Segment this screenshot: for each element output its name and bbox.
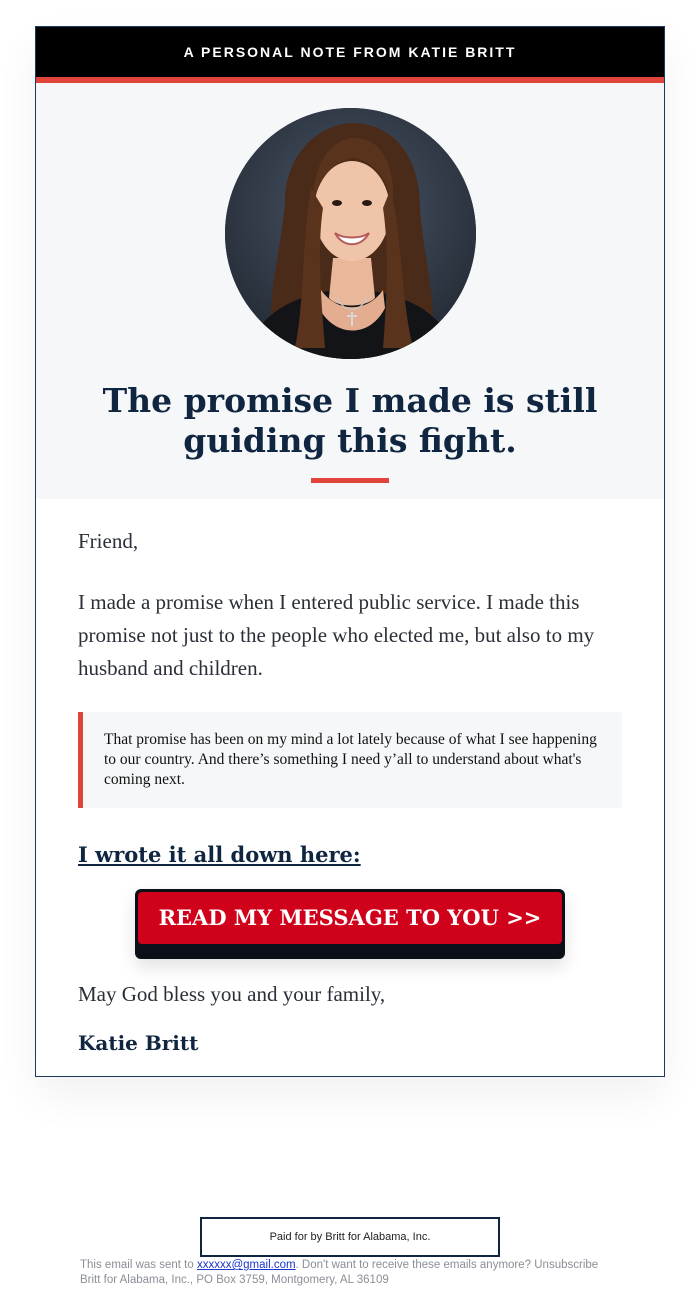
read-message-button[interactable]: [135, 889, 565, 959]
recipient-email-link[interactable]: xxxxxx@gmail.com: [196, 1259, 296, 1271]
footer-text: [80, 1258, 640, 1288]
signature: Katie Britt: [78, 1031, 199, 1055]
hero-section: [36, 83, 664, 499]
message-body: [36, 529, 664, 1055]
sent-to-prefix: This email was sent to: [80, 1259, 197, 1271]
headline-line-2: guiding this fight.: [183, 421, 517, 460]
portrait-photo-icon: [225, 108, 476, 359]
headline-line-1: The promise I made is still: [102, 381, 598, 420]
unsubscribe-text[interactable]: . Don't want to receive these emails anymore? Unsubscribe: [295, 1259, 599, 1271]
header-banner: A PERSONAL NOTE FROM KATIE BRITT: [36, 27, 664, 83]
accent-divider: [311, 478, 389, 483]
greeting-text: Friend,: [78, 529, 139, 553]
read-more-link[interactable]: I wrote it all down here:: [78, 842, 361, 867]
paid-for-disclaimer: Paid for by Britt for Alabama, Inc.: [200, 1217, 500, 1257]
email-card: [35, 26, 665, 1077]
pull-quote: That promise has been on my mind a lot lately because of what I see happening to our country. And there’s something I need y’all to understand about what's coming next.: [78, 712, 622, 808]
mailing-address: Britt for Alabama, Inc., PO Box 3759, Montgomery, AL 36109: [80, 1274, 389, 1286]
cta-container: [78, 889, 622, 964]
cta-label: READ MY MESSAGE TO YOU >>: [138, 892, 562, 944]
intro-paragraph: I made a promise when I entered public service. I made this promise not just to the people who elected me, but also to my husband and children.: [78, 590, 595, 680]
page-title: [76, 381, 624, 461]
closing-text: May God bless you and your family,: [78, 982, 386, 1006]
